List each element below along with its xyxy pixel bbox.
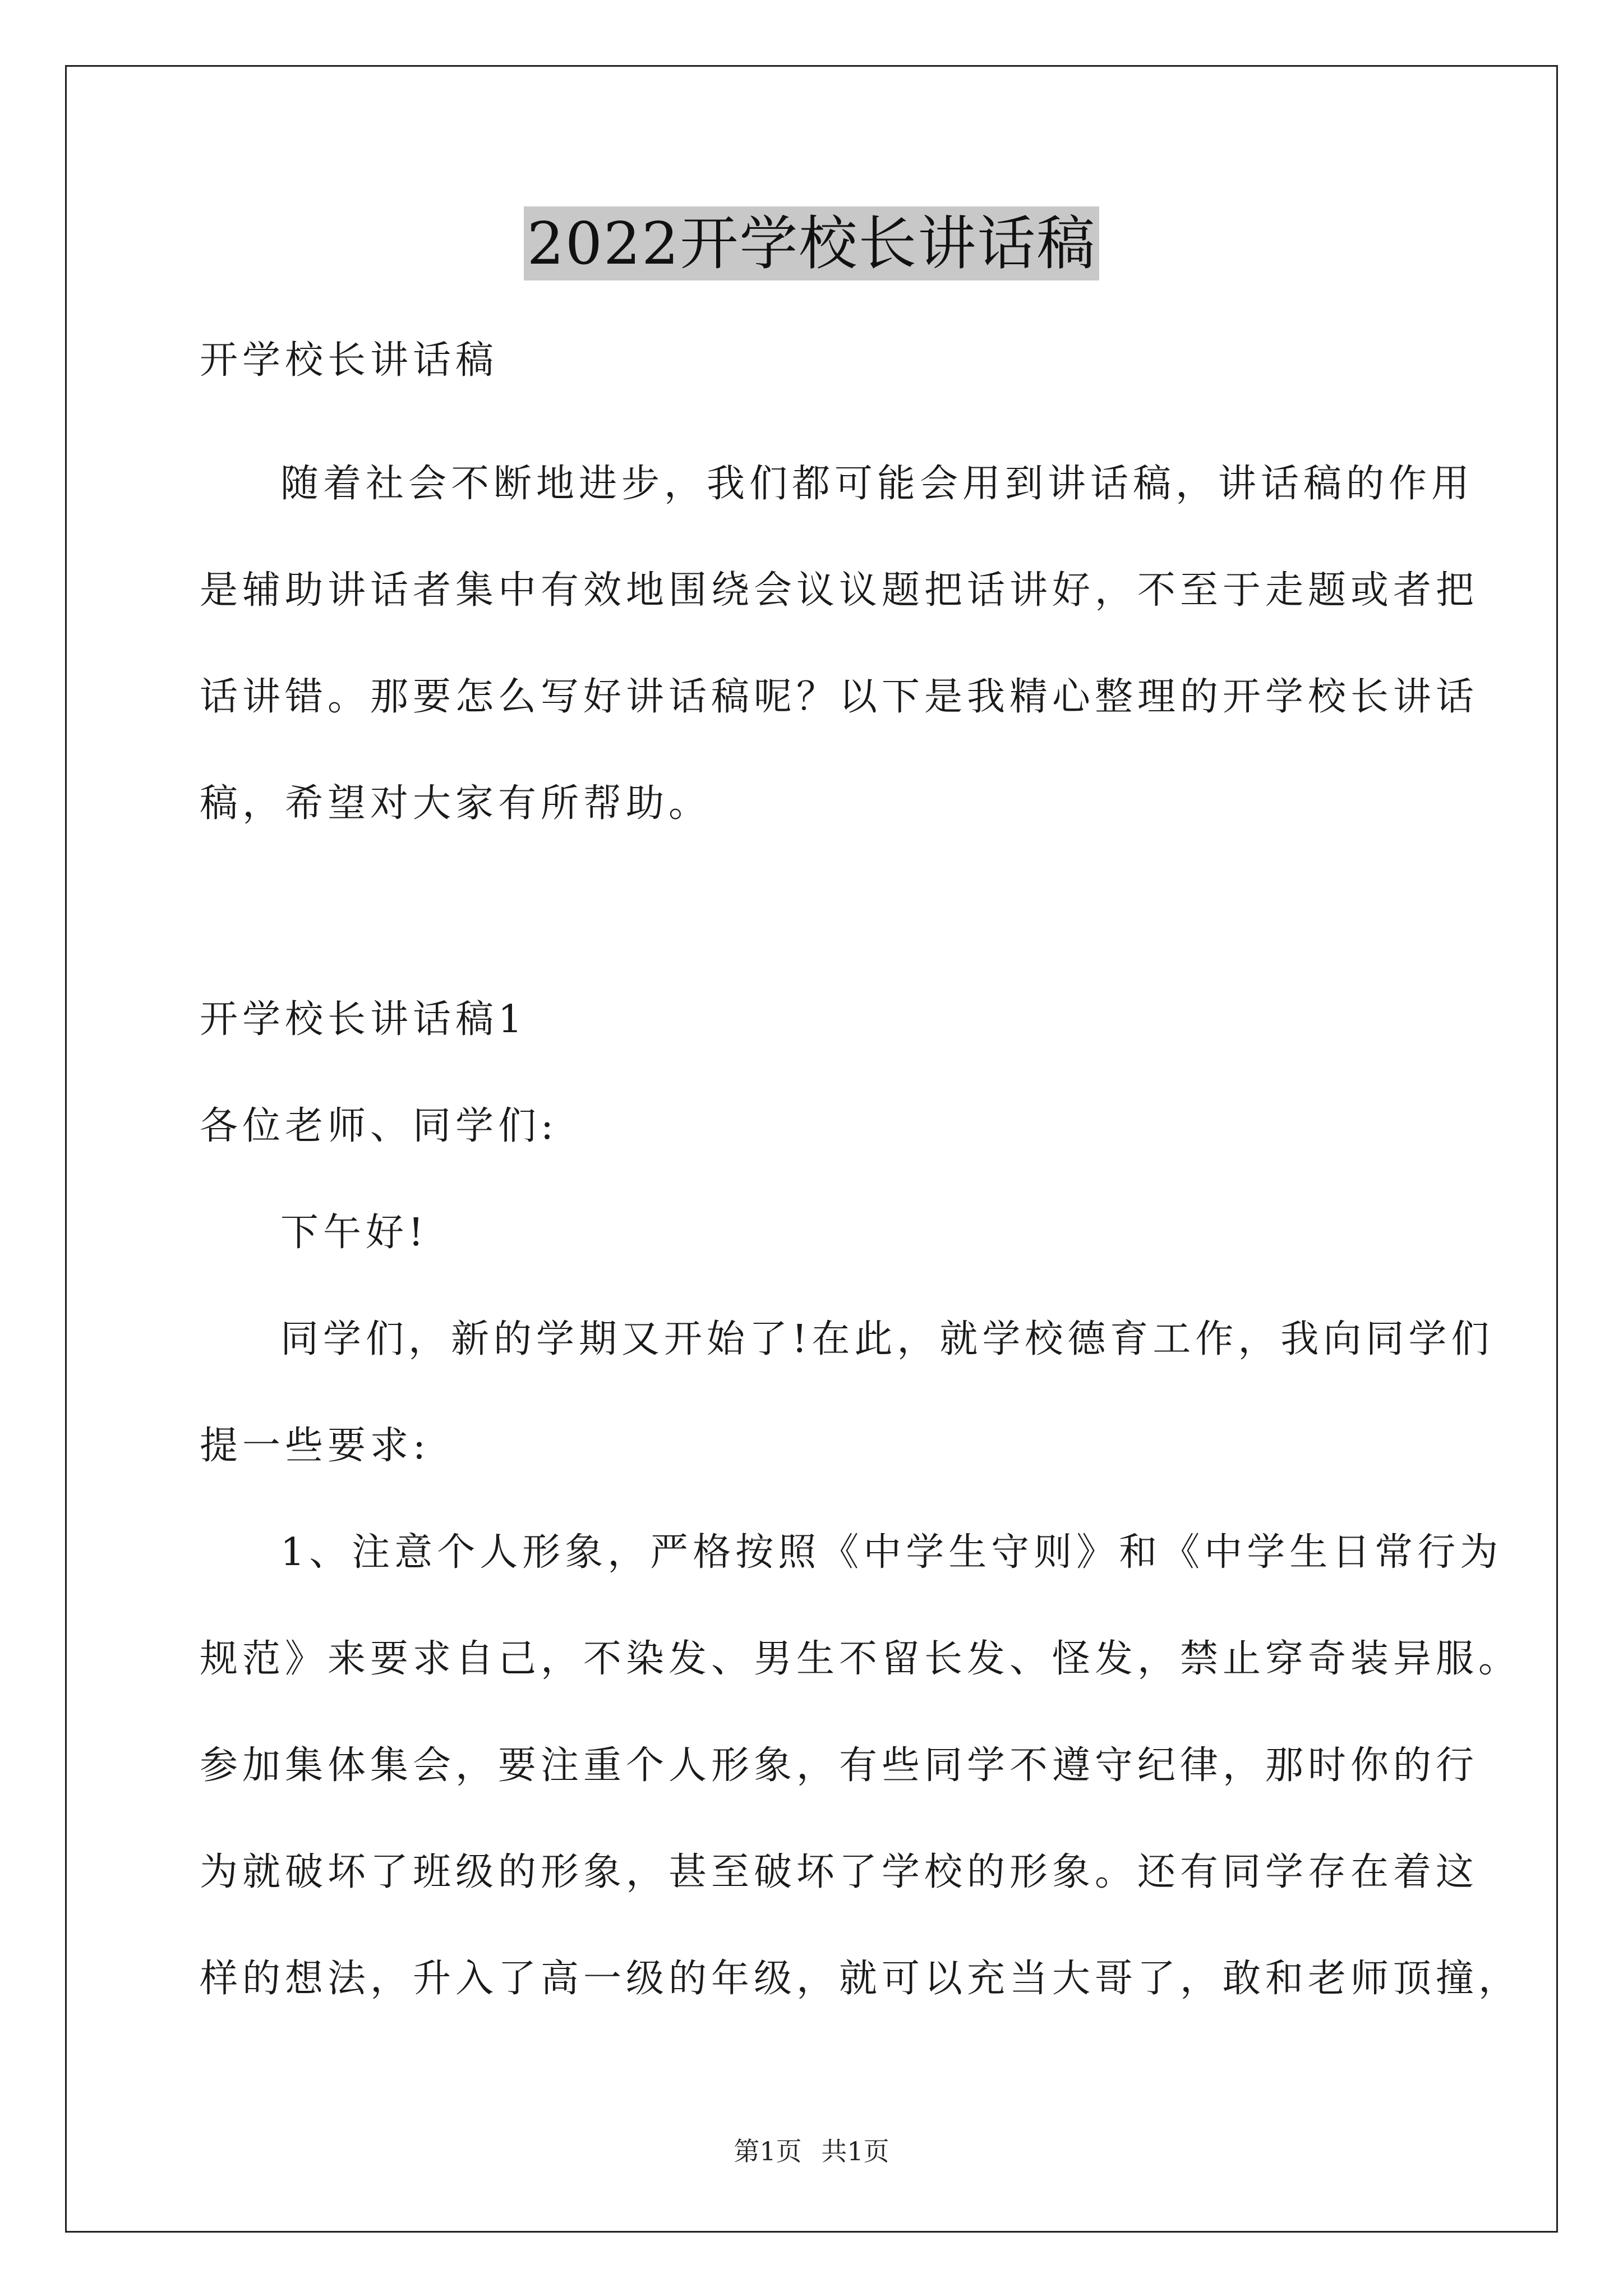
paragraph-line: 为就破坏了班级的形象，甚至破坏了学校的形象。还有同学存在着这 (200, 1850, 1479, 1894)
title-container (0, 206, 1623, 280)
page-number: 第1页 (734, 2136, 802, 2166)
subtitle-line: 开学校长讲话稿 (200, 338, 499, 383)
paragraph-line: 话讲错。那要怎么写好讲话稿呢？以下是我精心整理的开学校长讲话 (200, 675, 1479, 719)
salutation-line: 各位老师、同学们: (200, 1104, 558, 1148)
paragraph-line: 随着社会不断地进步，我们都可能会用到讲话稿，讲话稿的作用 (280, 462, 1474, 506)
paragraph-line: 同学们，新的学期又开始了!在此，就学校德育工作，我向同学们 (280, 1317, 1494, 1361)
paragraph-line: 规范》来要求自己，不染发、男生不留长发、怪发，禁止穿奇装异服。 (200, 1637, 1521, 1681)
paragraph-line: 提一些要求: (200, 1424, 430, 1468)
document-title: 2022开学校长讲话稿 (524, 206, 1100, 280)
paragraph-line: 稿，希望对大家有所帮助。 (200, 781, 712, 826)
section-heading: 开学校长讲话稿1 (200, 997, 527, 1042)
paragraph-line: 1、注意个人形象，严格按照《中学生守则》和《中学生日常行为 (280, 1530, 1503, 1575)
paragraph-line: 样的想法，升入了高一级的年级，就可以充当大哥了，敢和老师顶撞， (200, 1957, 1521, 2001)
page-total: 共1页 (821, 2136, 889, 2166)
greeting-line: 下午好! (280, 1211, 428, 1255)
paragraph-line: 是辅助讲话者集中有效地围绕会议议题把话讲好，不至于走题或者把 (200, 568, 1479, 613)
page-footer (0, 2134, 1623, 2168)
paragraph-line: 参加集体集会，要注重个人形象，有些同学不遵守纪律，那时你的行 (200, 1743, 1479, 1788)
